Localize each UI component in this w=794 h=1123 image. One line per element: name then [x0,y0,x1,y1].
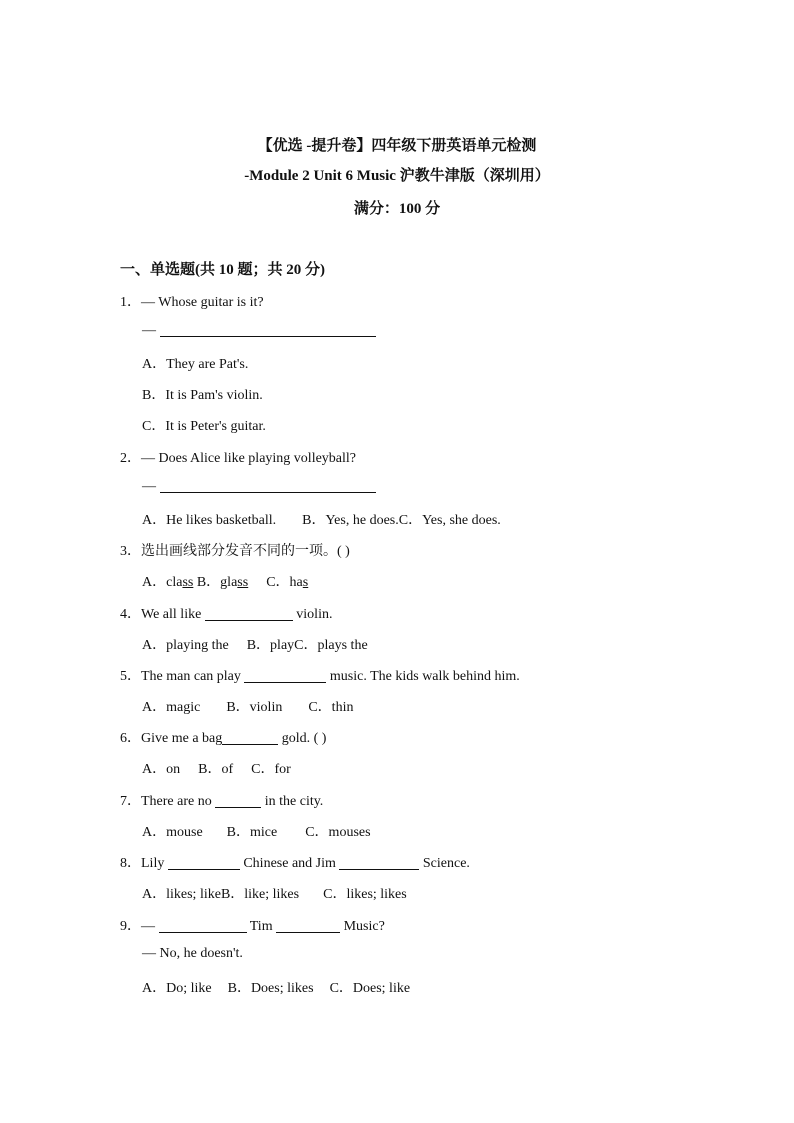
answer-blank [205,606,293,621]
option-b: B．violin [226,700,283,715]
question-stem-start: We all like [141,607,202,622]
answer-blank [222,730,278,745]
question-1 [120,291,264,311]
question-number: 7． [120,794,141,809]
question-number: 4． [120,607,141,622]
question-9-answer: — No, he doesn't. [142,946,243,961]
question-number: 3． [120,544,141,559]
answer-blank [244,668,326,683]
question-stem-start: The man can play [141,669,241,684]
option-c-underlined: s [302,575,309,590]
question-6-options [142,758,291,778]
option-c: C．mouses [305,825,371,840]
question-stem-middle: Chinese and Jim [243,856,336,871]
question-8-options [142,883,407,903]
option-c: C．for [251,762,291,777]
answer-blank [215,793,261,808]
option-a: A．He likes basketball. [142,513,277,528]
option-c: C．likes; likes [323,887,407,902]
question-8 [120,852,470,872]
question-7-options [142,821,371,841]
exam-title: 【优选 -提升卷】四年级下册英语单元检测 [257,138,537,154]
option-b-text: B．gla [196,575,238,590]
answer-blank-1 [159,918,247,933]
dash: — [141,919,155,934]
question-2-options [142,509,501,529]
exam-subtitle: -Module 2 Unit 6 Music 沪教牛津版（深圳用） [244,168,550,184]
option-c: C．thin [308,700,354,715]
question-1-option-c: C．It is Peter's guitar. [142,419,266,434]
question-number: 9． [120,919,141,934]
option-b-underlined: ss [237,575,249,590]
option-c-text: C．ha [266,575,303,590]
option-a: A．on [142,762,181,777]
option-a: A．Do; like [142,981,212,996]
question-4-options [142,634,368,654]
question-5-options [142,696,353,716]
option-c: C．plays the [294,638,368,653]
question-stem-end: violin. [296,607,333,622]
question-stem-end: Music? [343,919,385,934]
answer-blank [160,322,376,337]
option-c: C．Yes, she does. [398,513,501,528]
question-1-option-a: A．They are Pat's. [142,357,249,372]
question-number: 8． [120,856,141,871]
answer-blank [160,478,376,493]
question-4 [120,603,332,623]
option-b: B．of [198,762,234,777]
question-number: 2． [120,451,141,466]
option-b: B．Yes, he does. [302,513,399,528]
question-9-options [142,977,410,997]
question-1-option-b: B．It is Pam's violin. [142,388,263,403]
option-b: B．like; likes [220,887,300,902]
question-stem-middle: Tim [249,919,273,934]
option-b [197,575,248,590]
option-a: A．likes; like [142,887,221,902]
question-stem-end: Science. [422,856,470,871]
question-stem: 选出画线部分发音不同的一项。( ) [141,544,350,559]
option-b: B．play [246,638,295,653]
question-stem-end: gold. ( ) [281,731,327,746]
answer-blank-1 [168,855,240,870]
question-number: 5． [120,669,141,684]
section-heading-single-choice: 一、单选题(共 10 题；共 20 分) [120,262,325,278]
option-b: B．Does; likes [227,981,314,996]
question-3 [120,540,350,560]
question-9 [120,915,385,935]
question-stem: — Does Alice like playing volleyball? [141,451,357,466]
option-b: B．mice [226,825,278,840]
question-number: 1． [120,295,141,310]
option-a: A．playing the [142,638,229,653]
question-5 [120,665,520,685]
question-stem-end: music. The kids walk behind him. [329,669,520,684]
question-2-answer-line [142,478,376,495]
option-c [266,575,308,590]
option-a [142,575,193,590]
question-stem-start: There are no [141,794,212,809]
dash: — [142,323,156,338]
question-1-answer-line [142,322,376,339]
answer-blank-2 [276,918,340,933]
option-a-underlined: ss [182,575,194,590]
question-stem: — Whose guitar is it? [141,295,264,310]
question-2 [120,447,356,467]
question-number: 6． [120,731,141,746]
total-score: 满分：100 分 [353,201,441,217]
question-3-options [142,571,308,591]
option-a-text: A．cla [142,575,183,590]
question-stem-end: in the city. [264,794,324,809]
dash: — [142,479,156,494]
answer-blank-2 [339,855,419,870]
option-c: C．Does; like [329,981,411,996]
question-7 [120,790,323,810]
question-stem-start: Lily [141,856,165,871]
question-6 [120,727,326,747]
option-a: A．mouse [142,825,203,840]
question-stem-start: Give me a bag [141,731,223,746]
option-a: A．magic [142,700,201,715]
